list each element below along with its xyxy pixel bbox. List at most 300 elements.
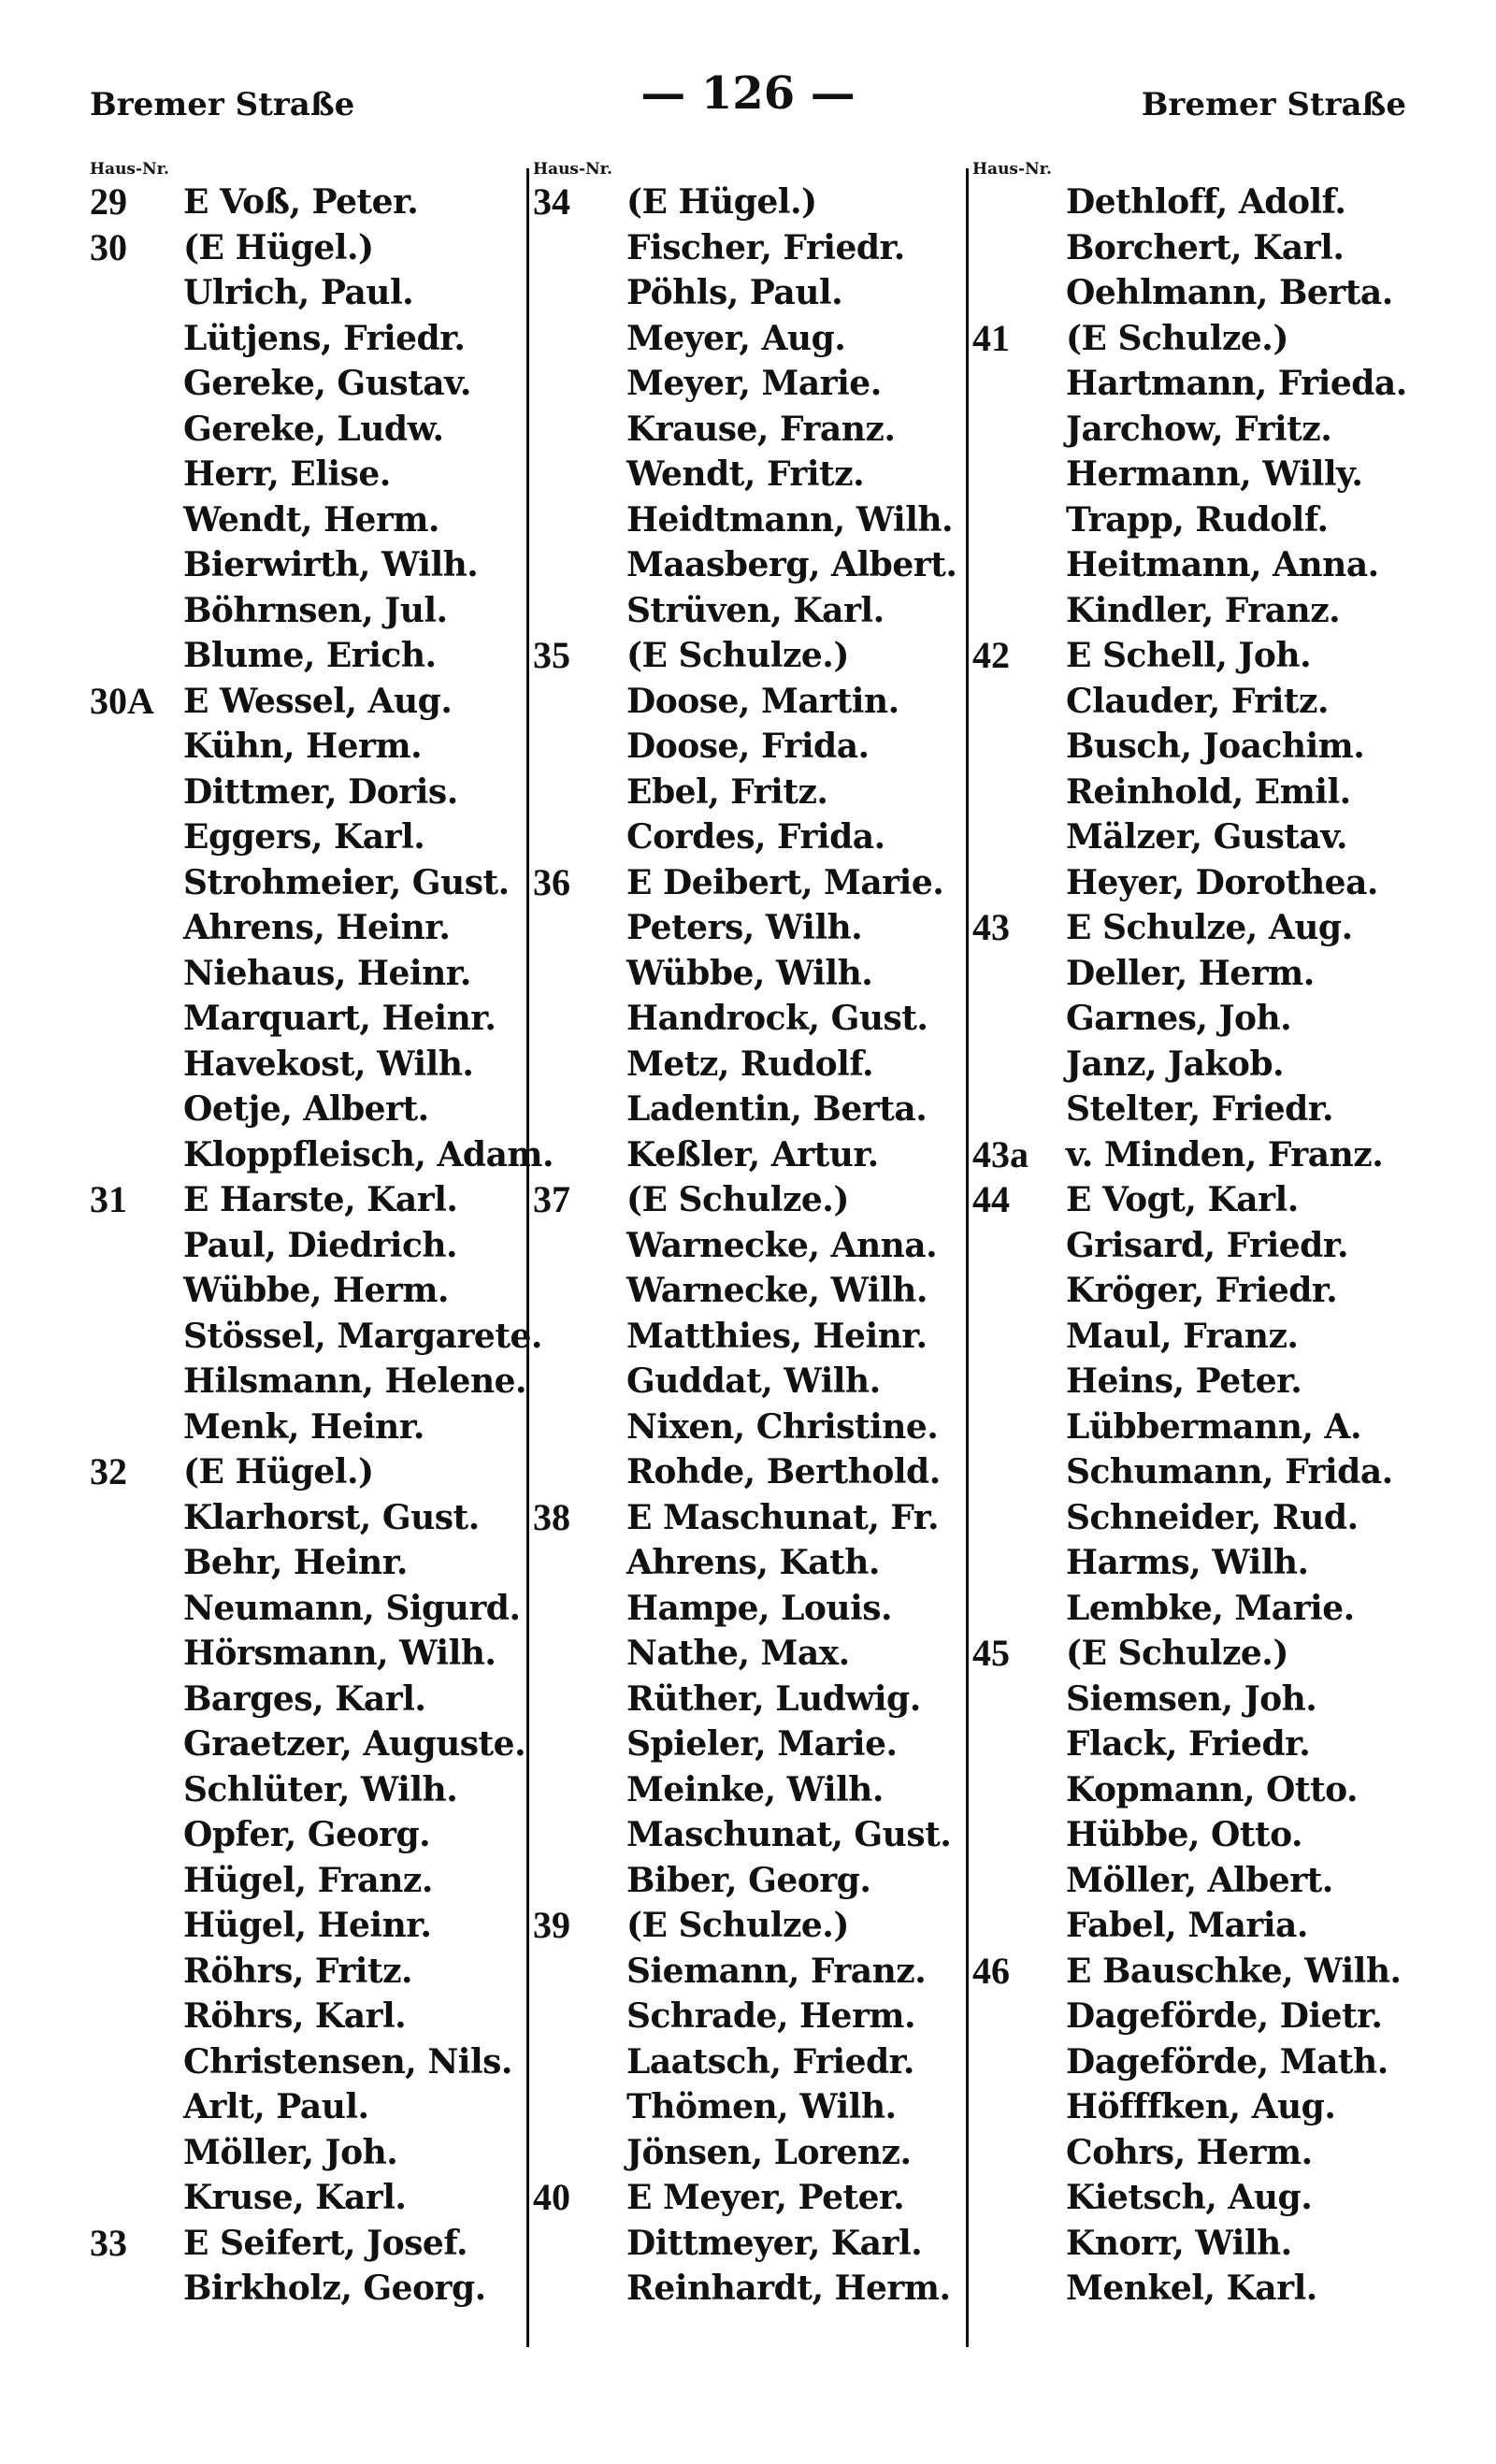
resident-entry: [972, 2175, 1440, 2221]
house-number: 29: [90, 180, 127, 223]
resident-entry: [533, 1994, 972, 2039]
resident-entry: [533, 1087, 972, 1132]
resident-name: (E Hügel.): [183, 1452, 374, 1491]
resident-name: E Schell, Joh.: [1066, 636, 1312, 675]
resident-entry: [972, 588, 1440, 634]
house-number: [972, 588, 1066, 634]
resident-name: Opfer, Georg.: [183, 1815, 431, 1854]
resident-entry: [90, 2084, 539, 2130]
resident-name: Kühn, Herm.: [183, 727, 423, 766]
resident-entry: [90, 180, 539, 225]
resident-entry: [972, 1132, 1440, 1178]
resident-entry: [90, 1042, 539, 1088]
resident-name: Stössel, Margarete.: [183, 1316, 542, 1356]
resident-entry: [972, 996, 1440, 1042]
resident-name: Kindler, Franz.: [1066, 590, 1341, 630]
house-number: [972, 1586, 1066, 1632]
resident-entry: [533, 1495, 972, 1541]
house-number: [972, 1812, 1066, 1858]
house-number: [533, 2130, 626, 2176]
resident-name: Kloppfleisch, Adam.: [183, 1134, 554, 1174]
house-number: [972, 1994, 1066, 2039]
house-number: [972, 497, 1066, 543]
resident-name: Maasberg, Albert.: [626, 545, 957, 584]
resident-name: Pöhls, Paul.: [626, 273, 843, 312]
house-number: [90, 1812, 183, 1858]
house-number: [972, 180, 1066, 225]
resident-entry: [972, 1268, 1440, 1314]
resident-name: Böhrnsen, Jul.: [183, 590, 448, 630]
resident-name: Lembke, Marie.: [1066, 1588, 1355, 1628]
resident-name: Borchert, Karl.: [1066, 227, 1345, 267]
resident-name: Schneider, Rud.: [1066, 1497, 1359, 1537]
resident-name: Dageförde, Dietr.: [1066, 1996, 1383, 2036]
house-number: 39: [533, 1904, 570, 1946]
resident-name: Reinhold, Emil.: [1066, 771, 1351, 812]
resident-name: Meyer, Marie.: [626, 364, 882, 403]
resident-entry: [972, 2130, 1440, 2176]
house-number: [533, 1677, 626, 1722]
resident-entry: [972, 1812, 1440, 1858]
resident-entry: [972, 316, 1440, 362]
resident-entry: [972, 1858, 1440, 1904]
house-number: [90, 633, 183, 679]
resident-entry: [972, 860, 1440, 906]
resident-name: Guddat, Wilh.: [626, 1362, 881, 1401]
resident-name: Wübbe, Herm.: [183, 1271, 449, 1310]
resident-name: Birkholz, Georg.: [183, 2269, 486, 2308]
house-number: 36: [533, 860, 570, 903]
resident-entry: [90, 2175, 539, 2221]
house-number: [972, 1359, 1066, 1405]
resident-entry: [90, 633, 539, 679]
resident-name: Jönsen, Lorenz.: [626, 2132, 912, 2172]
resident-name: Menkel, Karl.: [1066, 2269, 1317, 2308]
resident-entry: [90, 2039, 539, 2085]
resident-entry: [972, 1449, 1440, 1495]
resident-entry: [533, 1449, 972, 1495]
resident-entry: [533, 1858, 972, 1904]
resident-name: Nixen, Christine.: [626, 1406, 939, 1447]
resident-entry: [972, 2039, 1440, 2085]
house-number: [533, 1540, 626, 1586]
resident-name: Dageförde, Math.: [1066, 2041, 1388, 2082]
resident-name: Fabel, Maria.: [1066, 1906, 1308, 1945]
resident-name: Maschunat, Gust.: [626, 1815, 952, 1854]
resident-name: E Meyer, Peter.: [626, 2178, 905, 2217]
house-number: [533, 1722, 626, 1767]
resident-entry: [533, 1177, 972, 1223]
house-number: 30: [90, 225, 127, 268]
resident-name: Ulrich, Paul.: [183, 273, 414, 312]
resident-entry: [533, 2221, 972, 2267]
house-number: [90, 1042, 183, 1088]
resident-name: Kopmann, Otto.: [1066, 1769, 1359, 1809]
resident-name: Garnes, Joh.: [1066, 999, 1292, 1038]
resident-entry: [533, 1314, 972, 1360]
resident-entry: [533, 1405, 972, 1450]
resident-name: Cordes, Frida.: [626, 817, 885, 857]
resident-name: Kietsch, Aug.: [1066, 2178, 1313, 2217]
house-number: [533, 588, 626, 634]
resident-name: Graetzer, Auguste.: [183, 1724, 526, 1764]
resident-entry: [972, 1042, 1440, 1088]
resident-entry: [90, 1903, 539, 1949]
resident-name: Warnecke, Wilh.: [626, 1271, 928, 1310]
house-number: [90, 905, 183, 951]
resident-name: Handrock, Gust.: [626, 999, 928, 1038]
resident-entry: [533, 361, 972, 407]
house-number: [533, 316, 626, 362]
resident-name: Hampe, Louis.: [626, 1588, 893, 1628]
house-number: [90, 1405, 183, 1450]
house-number: [972, 361, 1066, 407]
resident-entry: [533, 1042, 972, 1088]
house-number: 46: [972, 1949, 1010, 1992]
house-number: [972, 679, 1066, 725]
resident-entry: [533, 770, 972, 815]
resident-name: Rohde, Berthold.: [626, 1452, 941, 1491]
resident-entry: [972, 724, 1440, 770]
house-number: 44: [972, 1178, 1010, 1220]
resident-name: Strohmeier, Gust.: [183, 862, 510, 902]
resident-entry: [533, 905, 972, 951]
house-number: 32: [90, 1450, 127, 1492]
house-number: [533, 497, 626, 543]
resident-entry: [972, 905, 1440, 951]
resident-name: E Seifert, Josef.: [183, 2223, 468, 2263]
house-number: [972, 2084, 1066, 2130]
house-number: [972, 2130, 1066, 2176]
resident-name: (E Schulze.): [1066, 318, 1288, 358]
resident-name: Dittmeyer, Karl.: [626, 2223, 923, 2263]
resident-entry: [972, 452, 1440, 497]
resident-name: Heyer, Dorothea.: [1066, 862, 1378, 902]
resident-entry: [972, 1903, 1440, 1949]
resident-name: Doose, Frida.: [626, 727, 870, 766]
resident-name: Arlt, Paul.: [183, 2087, 369, 2126]
house-number: [90, 497, 183, 543]
house-number: [533, 452, 626, 497]
resident-name: (E Schulze.): [626, 1906, 849, 1945]
house-number: 43: [972, 906, 1010, 948]
house-number: [533, 1405, 626, 1450]
house-number: [972, 1268, 1066, 1314]
house-number: [972, 1449, 1066, 1495]
house-number: [533, 905, 626, 951]
house-number: 37: [533, 1178, 570, 1220]
house-number: [972, 1858, 1066, 1904]
resident-entry: [972, 270, 1440, 316]
resident-name: (E Hügel.): [626, 182, 817, 222]
resident-entry: [90, 1405, 539, 1450]
resident-entry: [972, 1994, 1440, 2039]
resident-entry: [90, 407, 539, 453]
resident-entry: [533, 996, 972, 1042]
house-number: [90, 1087, 183, 1132]
resident-entry: [533, 225, 972, 271]
house-number: [972, 1722, 1066, 1767]
house-number: [90, 1767, 183, 1813]
resident-name: Kruse, Karl.: [183, 2178, 407, 2217]
house-number: [90, 724, 183, 770]
resident-name: Nathe, Max.: [626, 1634, 850, 1673]
house-number: [533, 1949, 626, 1995]
house-number: [90, 1631, 183, 1677]
resident-entry: [90, 1359, 539, 1405]
resident-entry: [533, 1223, 972, 1269]
house-number: [533, 2039, 626, 2085]
house-number: [533, 407, 626, 453]
resident-entry: [533, 180, 972, 225]
house-number: [972, 951, 1066, 997]
resident-entry: [533, 407, 972, 453]
house-number: [533, 770, 626, 815]
resident-name: Bierwirth, Wilh.: [183, 545, 479, 584]
house-number-header: Haus-Nr.: [90, 160, 169, 179]
house-number: [533, 1087, 626, 1132]
house-number: 43a: [972, 1132, 1028, 1175]
house-number: [972, 724, 1066, 770]
resident-name: Hartmann, Frieda.: [1066, 364, 1407, 403]
resident-name: Heitmann, Anna.: [1066, 545, 1379, 584]
resident-name: Wendt, Herm.: [183, 499, 439, 540]
house-number: [972, 860, 1066, 906]
house-number: [972, 1540, 1066, 1586]
resident-entry: [533, 860, 972, 906]
resident-entry: [972, 407, 1440, 453]
house-number: [533, 1314, 626, 1360]
resident-entry: [90, 996, 539, 1042]
house-number: [533, 1767, 626, 1813]
resident-name: Gereke, Ludw.: [183, 409, 444, 449]
house-number: [972, 1042, 1066, 1088]
house-number: [90, 1949, 183, 1995]
house-number: [533, 225, 626, 271]
house-number: [90, 1314, 183, 1360]
resident-name: Herr, Elise.: [183, 454, 391, 494]
resident-entry: [90, 1132, 554, 1178]
house-number: [533, 1858, 626, 1904]
house-number: [533, 1586, 626, 1632]
resident-entry: [90, 361, 539, 407]
resident-name: Ladentin, Berta.: [626, 1089, 928, 1129]
resident-name: Blume, Erich.: [183, 636, 437, 675]
house-number: [90, 2130, 183, 2176]
resident-entry: [90, 225, 539, 271]
house-number: [90, 2084, 183, 2130]
resident-name: Möller, Joh.: [183, 2132, 398, 2172]
resident-entry: [533, 542, 972, 588]
resident-name: Deller, Herm.: [1066, 953, 1315, 993]
house-number: [90, 1495, 183, 1541]
resident-entry: [533, 1586, 972, 1632]
resident-entry: [533, 316, 972, 362]
resident-name: Busch, Joachim.: [1066, 727, 1365, 766]
house-number: [533, 270, 626, 316]
resident-name: (E Schulze.): [1066, 1634, 1288, 1673]
resident-name: Schrade, Herm.: [626, 1996, 916, 2036]
resident-entry: [972, 1087, 1440, 1132]
resident-entry: [90, 1586, 539, 1632]
resident-entry: [972, 951, 1440, 997]
house-number: [972, 1903, 1066, 1949]
resident-entry: [533, 1677, 972, 1722]
resident-entry: [90, 1722, 539, 1767]
house-number: 45: [972, 1632, 1010, 1674]
house-number: [90, 270, 183, 316]
resident-entry: [972, 225, 1440, 271]
house-number: [972, 270, 1066, 316]
resident-name: Fischer, Friedr.: [626, 227, 905, 267]
resident-name: E Voß, Peter.: [183, 182, 419, 222]
resident-name: Doose, Martin.: [626, 681, 899, 721]
house-number: [90, 452, 183, 497]
resident-name: Mälzer, Gustav.: [1066, 817, 1348, 857]
resident-name: Wübbe, Wilh.: [626, 953, 873, 993]
house-number: 33: [90, 2221, 127, 2264]
resident-name: Lütjens, Friedr.: [183, 318, 466, 358]
house-number: [533, 2084, 626, 2130]
resident-name: Cohrs, Herm.: [1066, 2132, 1313, 2172]
house-number: [90, 1858, 183, 1904]
house-number: 40: [533, 2176, 570, 2218]
resident-entry: [972, 1223, 1440, 1269]
resident-entry: [533, 1631, 972, 1677]
resident-entry: [90, 497, 539, 543]
resident-name: Biber, Georg.: [626, 1860, 871, 1900]
resident-entry: [972, 1586, 1440, 1632]
resident-entry: [533, 1540, 972, 1586]
street-header-right: Bremer Straße: [1141, 86, 1406, 123]
house-number: 34: [533, 180, 570, 223]
resident-name: Höfffken, Aug.: [1066, 2087, 1336, 2126]
resident-name: Krause, Franz.: [626, 409, 896, 449]
resident-name: Janz, Jakob.: [1066, 1044, 1285, 1084]
resident-entry: [533, 452, 972, 497]
resident-entry: [972, 180, 1440, 225]
resident-entry: [90, 1177, 539, 1223]
resident-entry: [533, 814, 972, 860]
house-number: [90, 1586, 183, 1632]
resident-entry: [533, 2039, 972, 2085]
resident-name: Reinhardt, Herm.: [626, 2269, 951, 2308]
resident-name: Knorr, Wilh.: [1066, 2223, 1292, 2263]
house-number: [533, 724, 626, 770]
house-number: [533, 361, 626, 407]
resident-entry: [533, 1722, 972, 1767]
house-number: [533, 1994, 626, 2039]
resident-entry: [90, 270, 539, 316]
resident-entry: [90, 814, 539, 860]
house-number-header: Haus-Nr.: [533, 160, 612, 179]
resident-entry: [90, 2130, 539, 2176]
house-number: [533, 951, 626, 997]
resident-name: Wendt, Fritz.: [626, 454, 865, 494]
resident-name: Spieler, Marie.: [626, 1724, 898, 1764]
house-number: [533, 1132, 626, 1178]
resident-name: Thömen, Wilh.: [626, 2087, 897, 2126]
house-number: [972, 225, 1066, 271]
resident-entry: [972, 1359, 1440, 1405]
house-number: [972, 452, 1066, 497]
resident-name: Ahrens, Kath.: [626, 1543, 880, 1582]
resident-name: Hübbe, Otto.: [1066, 1815, 1303, 1854]
house-number: [90, 361, 183, 407]
house-number: [972, 1223, 1066, 1269]
house-number: [90, 1359, 183, 1405]
resident-entry: [972, 497, 1440, 543]
resident-name: Behr, Heinr.: [183, 1543, 408, 1582]
resident-entry: [90, 1767, 539, 1813]
house-number: [533, 2221, 626, 2267]
resident-entry: [533, 1903, 972, 1949]
resident-name: Oehlmann, Berta.: [1066, 273, 1393, 312]
resident-entry: [972, 1495, 1440, 1541]
resident-name: Eggers, Karl.: [183, 817, 425, 857]
house-number: 31: [90, 1178, 127, 1220]
house-number: [533, 996, 626, 1042]
resident-entry: [90, 770, 539, 815]
house-number-header: Haus-Nr.: [972, 160, 1052, 179]
resident-name: (E Schulze.): [626, 1180, 849, 1219]
house-number: [90, 316, 183, 362]
house-number: [90, 814, 183, 860]
resident-entry: [533, 588, 972, 634]
resident-name: Niehaus, Heinr.: [183, 953, 471, 993]
house-number: [533, 1268, 626, 1314]
resident-entry: [972, 770, 1440, 815]
house-number: [90, 1722, 183, 1767]
resident-name: Paul, Diedrich.: [183, 1225, 458, 1265]
house-number: 30A: [90, 679, 154, 722]
resident-name: Maul, Franz.: [1066, 1316, 1299, 1356]
resident-name: Metz, Rudolf.: [626, 1044, 874, 1084]
resident-entry: [972, 1949, 1440, 1995]
resident-entry: [972, 2084, 1440, 2130]
resident-entry: [90, 1314, 542, 1360]
resident-name: Hilsmann, Helene.: [183, 1362, 527, 1401]
house-number: [533, 542, 626, 588]
resident-name: Laatsch, Friedr.: [626, 2041, 914, 2082]
resident-entry: [90, 679, 539, 725]
resident-entry: [90, 1994, 539, 2039]
resident-entry: [90, 1449, 539, 1495]
house-number: [90, 542, 183, 588]
resident-name: Barges, Karl.: [183, 1679, 426, 1719]
column-2: [533, 159, 972, 2403]
resident-entry: [972, 633, 1440, 679]
resident-name: Strüven, Karl.: [626, 590, 885, 630]
resident-name: Ahrens, Heinr.: [183, 908, 451, 947]
resident-entry: [90, 1087, 539, 1132]
house-number: 38: [533, 1495, 570, 1538]
house-number: [90, 1677, 183, 1722]
resident-entry: [533, 2175, 972, 2221]
resident-entry: [90, 724, 539, 770]
house-number: [90, 1132, 183, 1178]
resident-name: Hügel, Heinr.: [183, 1906, 432, 1945]
resident-name: Möller, Albert.: [1066, 1860, 1333, 1900]
resident-entry: [533, 1132, 972, 1178]
resident-entry: [972, 814, 1440, 860]
house-number: [90, 860, 183, 906]
house-number: [972, 2175, 1066, 2221]
resident-name: Klarhorst, Gust.: [183, 1497, 480, 1537]
resident-entry: [90, 1812, 539, 1858]
resident-name: E Harste, Karl.: [183, 1180, 458, 1219]
resident-name: Hügel, Franz.: [183, 1860, 433, 1900]
